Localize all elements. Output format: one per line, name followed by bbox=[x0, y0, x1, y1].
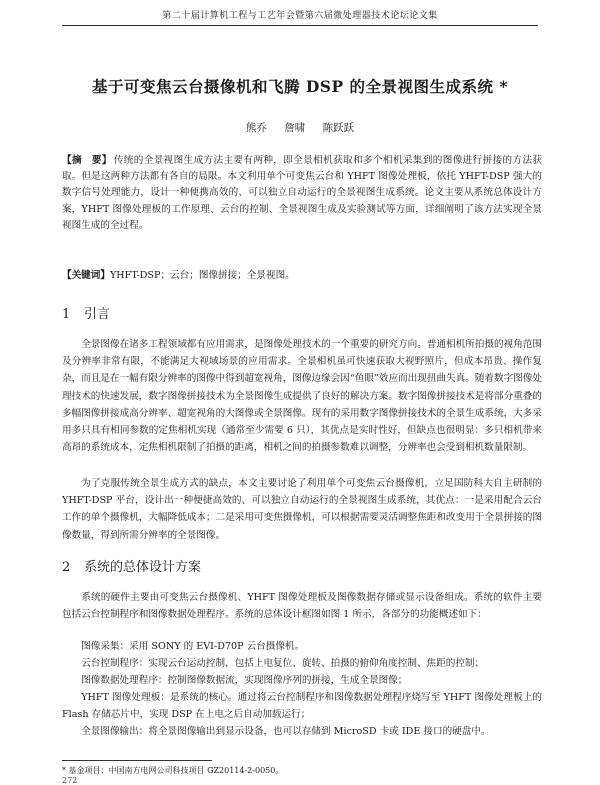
list-item: 云台控制程序：实现云台运动控制，包括上电复位、旋转、拍摄的俯仰角度控制、焦距的控制； bbox=[81, 658, 485, 669]
body-paragraph: 系统的硬件主要由可变焦云台摄像机、YHFT 图像处理板及图像数据存储或显示设备组成。系统的软件主要包括云台控制程序和图像数据处理程序。系统的总体设计框图如图 1 所示，各部分的功能概述如下： bbox=[62, 592, 542, 621]
section-number: 2 bbox=[62, 560, 71, 575]
author-name: 熊乔 bbox=[245, 122, 267, 134]
author-name: 陈跃跃 bbox=[322, 122, 355, 134]
list-item: YHFT 图像处理板：是系统的核心。通过将云台控制程序和图像数据处理程序烧写至 YHFT 图像处理板上的 Flash 存储芯片中，实现 DSP 在上电之后自动加载运行； bbox=[62, 692, 542, 721]
abstract bbox=[62, 153, 542, 234]
section-title: 引言 bbox=[84, 307, 111, 322]
list-item: 图像采集：采用 SONY 的 EVI-D70P 云台摄像机。 bbox=[81, 641, 305, 652]
keywords-label: 【关键词】 bbox=[62, 270, 110, 281]
abstract-label: 【摘 要】 bbox=[62, 155, 112, 166]
author-list bbox=[0, 120, 600, 135]
section-heading-introduction bbox=[62, 303, 110, 322]
author-name: 詹啸 bbox=[284, 122, 306, 134]
body-paragraph: 为了克服传统全景生成方式的缺点，本文主要讨论了利用单个可变焦云台摄像机，立足国防科大自主研制的 YHFT-DSP 平台，设计出一种便捷高效的、可以独立自动运行的全景视图生成系统，其优点：一是采用配合云台工作的单个摄像机，大幅降低成本；二是采用可变焦摄像机，可以根据需要灵活调整焦距和改变用于全景拼接的图像数量，得到所需分辨率的全景图像。 bbox=[62, 478, 542, 541]
running-header: 第二十届计算机工程与工艺年会暨第六届微处理器技术论坛论文集 bbox=[62, 8, 538, 26]
abstract-text: 传统的全景视图生成方法主要有两种，即全景相机获取和多个相机采集到的图像进行拼接的方法获取。但是这两种方法都有各自的局限。本文利用单个可变焦云台和 YHFT 图像处理板，依托 YHFT-DSP 强大的数字信号处理能力，设计一种便携高效的、可以独立自动运行的全景视图生成系统。论文主要从系统总体设计方案，YHFT 图像处理板的工作原理、云台的控制、全景视图生成及实验测试等方面，详细阐明了该方法实现全景视图生成的全过程。 bbox=[62, 155, 543, 231]
footnote: * 基金项目：中国南方电网公司科技项目 GZ20114-2-0050。 bbox=[62, 766, 284, 775]
list-item: 全景图像输出：将全景图像输出到显示设备，也可以存储到 MicroSD 卡或 IDE 接口的硬盘中。 bbox=[81, 726, 491, 737]
keywords-text: YHFT-DSP；云台；图像拼接；全景视图。 bbox=[109, 270, 295, 281]
section-heading-system-design bbox=[62, 556, 201, 575]
page-number: 272 bbox=[62, 776, 78, 785]
list-item: 图像数据处理程序：控制图像数据流，实现图像序列的拼接，生成全景图像； bbox=[81, 675, 408, 686]
paper-title: 基于可变焦云台摄像机和飞腾 DSP 的全景视图生成系统 * bbox=[91, 77, 509, 96]
keywords bbox=[62, 268, 542, 284]
body-paragraph: 全景图像在诸多工程领域都有应用需求，是图像处理技术的一个重要的研究方向。普通相机所拍摄的视角范围及分辨率非常有限，不能满足大视域场景的应用需求。全景相机虽可快速获取大视野照片，但成本昂贵、操作复杂，而且是在一幅有限分辨率的图像中得到超宽视角，图像边缘会因“鱼眼”效应而出现扭曲失真。随着数字图像处理技术的快速发展，数字图像拼接技术为全景图像生成提供了良好的解决方案。数字图像拼接技术是将部分重叠的多幅图像拼接成高分辨率、超宽视角的大图像或全景图像。现有的采用数字图像拼接技术的全景生成系统，大多采用多只具有相同参数的定焦相机实现（通常至少需要 6 只），其优点是实时性好，但缺点也很明显：多只相机带来高昂的系统成本，定焦相机限制了拍摄的距离，相机之间的拍摄参数难以调整，分辨率也会受到相机数量限制。 bbox=[62, 339, 542, 454]
section-title: 系统的总体设计方案 bbox=[84, 560, 202, 575]
footnote-divider bbox=[62, 760, 212, 761]
section-number: 1 bbox=[62, 307, 71, 322]
